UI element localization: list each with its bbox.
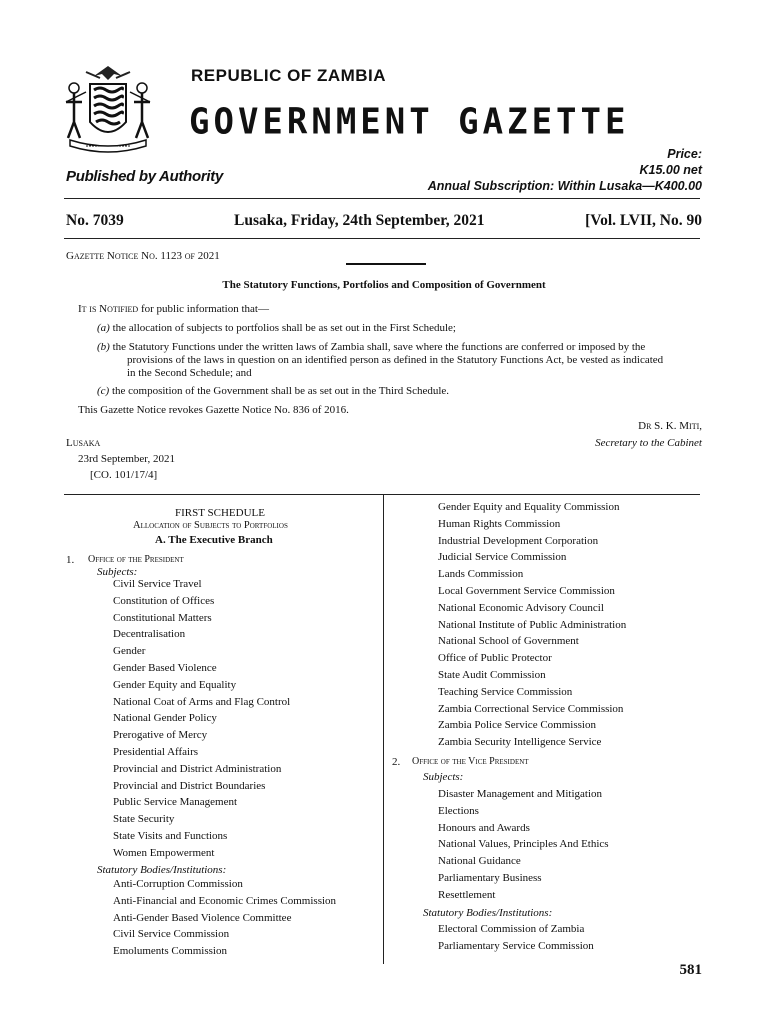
list-item: Zambia Security Intelligence Service xyxy=(438,736,602,749)
list-item: Anti-Gender Based Violence Committee xyxy=(113,911,292,924)
list-item: Honours and Awards xyxy=(438,821,530,834)
intro-notified: It is Notified xyxy=(78,303,139,315)
clause-b xyxy=(97,341,702,380)
clause-b-label: (b) xyxy=(97,341,110,353)
list-item: Provincial and District Boundaries xyxy=(113,779,266,792)
signatory-title: Secretary to the Cabinet xyxy=(595,437,702,449)
annual-subscription: Annual Subscription: Within Lusaka—K400.00 xyxy=(427,179,702,193)
clause-a xyxy=(97,322,456,335)
clause-b-line1: the Statutory Functions under the written laws of Zambia shall, save where the functions are conferred or imposed by the xyxy=(109,341,646,353)
list-item: Teaching Service Commission xyxy=(438,685,573,698)
list-item: Emoluments Commission xyxy=(113,945,227,958)
list-item: State Security xyxy=(113,813,175,826)
clause-c xyxy=(97,385,449,398)
section-1-number: 1. xyxy=(66,554,75,566)
list-item: Human Rights Commission xyxy=(438,517,561,530)
list-item: Anti-Corruption Commission xyxy=(113,878,243,890)
list-item: Constitutional Matters xyxy=(113,611,212,624)
list-item: Decentralisation xyxy=(113,628,186,641)
clause-a-text: the allocation of subjects to portfolios shall be as set out in the First Schedule; xyxy=(109,322,456,334)
issue-number: No. 7039 xyxy=(66,212,124,229)
gazette-masthead: GOVERNMENT GAZETTE xyxy=(189,101,630,143)
list-item: Provincial and District Administration xyxy=(113,762,282,775)
list-item: Women Empowerment xyxy=(113,846,215,859)
list-item: Disaster Management and Mitigation xyxy=(438,788,603,800)
list-item: Electoral Commission of Zambia xyxy=(438,923,585,935)
header-rule-top xyxy=(64,198,700,199)
published-by-authority: Published by Authority xyxy=(66,168,224,185)
clause-a-label: (a) xyxy=(97,322,110,334)
page-number: 581 xyxy=(679,962,702,978)
clause-c-label: (c) xyxy=(97,385,110,397)
list-item: National Guidance xyxy=(438,855,521,868)
notice-reference: [CO. 101/17/4] xyxy=(90,469,158,481)
gazette-notice-number: Gazette Notice No. 1123 of 2021 xyxy=(66,250,220,262)
list-item: Judicial Service Commission xyxy=(438,551,567,564)
section-2-subjects-label: Subjects: xyxy=(423,771,464,783)
list-item: Constitution of Offices xyxy=(113,594,215,607)
list-item: Gender xyxy=(113,645,146,658)
price-block xyxy=(428,146,702,194)
list-item: Parliamentary Business xyxy=(438,872,542,884)
list-item: Gender Equity and Equality xyxy=(113,678,237,691)
list-item: National Coat of Arms and Flag Control xyxy=(113,695,291,708)
list-item: State Audit Commission xyxy=(438,669,546,681)
list-item: Local Government Service Commission xyxy=(438,585,615,597)
section-2-title: Office of the Vice President xyxy=(412,756,529,767)
notice-title: The Statutory Functions, Portfolios and Composition of Government xyxy=(222,279,546,291)
price-value: K15.00 net xyxy=(639,163,702,177)
column-divider xyxy=(383,494,384,964)
section-1-bodies-label: Statutory Bodies/Institutions: xyxy=(97,864,227,876)
signatory-name: Dr S. K. Miti, xyxy=(638,420,702,432)
schedule-heading: FIRST SCHEDULE xyxy=(175,507,265,519)
revokes-statement: This Gazette Notice revokes Gazette Notice No. 836 of 2016. xyxy=(78,404,349,416)
list-item: State Visits and Functions xyxy=(113,830,228,842)
place-name: Lusaka xyxy=(66,437,101,449)
list-item: Civil Service Travel xyxy=(113,578,202,590)
list-item: Presidential Affairs xyxy=(113,746,199,758)
coat-of-arms-icon xyxy=(56,62,160,166)
list-item: Industrial Development Corporation xyxy=(438,534,599,547)
list-item: Parliamentary Service Commission xyxy=(438,940,594,952)
section-1-subjects-label: Subjects: xyxy=(97,566,138,578)
list-item: National Institute of Public Administration xyxy=(438,618,627,631)
intro-text: for public information that— xyxy=(138,303,269,315)
short-rule xyxy=(346,263,426,265)
schedule-subheading: Allocation of Subjects to Portfolios xyxy=(133,520,288,531)
republic-heading: REPUBLIC OF ZAMBIA xyxy=(191,66,387,85)
list-item: National Economic Advisory Council xyxy=(438,601,604,614)
schedule-rule xyxy=(64,494,700,495)
issue-volume: [Vol. LVII, No. 90 xyxy=(585,212,702,229)
clause-c-text: the composition of the Government shall be as set out in the Third Schedule. xyxy=(109,385,450,397)
list-item: Civil Service Commission xyxy=(113,928,230,941)
list-item: Public Service Management xyxy=(113,796,238,809)
executive-branch-heading: A. The Executive Branch xyxy=(155,534,273,546)
section-2-bodies-label: Statutory Bodies/Institutions: xyxy=(423,907,553,919)
list-item: Gender Equity and Equality Commission xyxy=(438,501,620,513)
list-item: Zambia Correctional Service Commission xyxy=(438,702,624,715)
section-2-number: 2. xyxy=(392,756,401,768)
price-label: Price: xyxy=(667,147,702,161)
clause-b-line2: provisions of the laws in question on an identified person as defined in the Statutory Functions Act, be vested as indicated xyxy=(127,354,664,366)
list-item: National School of Government xyxy=(438,635,579,648)
notice-date: 23rd September, 2021 xyxy=(78,453,176,465)
list-item: National Values, Principles And Ethics xyxy=(438,838,609,851)
list-item: Zambia Police Service Commission xyxy=(438,719,596,732)
header-rule-bottom xyxy=(64,238,700,239)
list-item: Prerogative of Mercy xyxy=(113,729,208,742)
section-1-title: Office of the President xyxy=(88,554,184,565)
intro-paragraph xyxy=(78,303,269,316)
list-item: Elections xyxy=(438,804,479,817)
list-item: Gender Based Violence xyxy=(113,662,217,674)
clause-b-line3: in the Second Schedule; and xyxy=(127,367,252,379)
list-item: National Gender Policy xyxy=(113,712,217,725)
list-item: Anti-Financial and Economic Crimes Commission xyxy=(113,894,337,907)
list-item: Office of Public Protector xyxy=(438,652,552,665)
list-item: Lands Commission xyxy=(438,568,524,581)
issue-place-date: Lusaka, Friday, 24th September, 2021 xyxy=(234,212,485,229)
list-item: Resettlement xyxy=(438,888,496,901)
